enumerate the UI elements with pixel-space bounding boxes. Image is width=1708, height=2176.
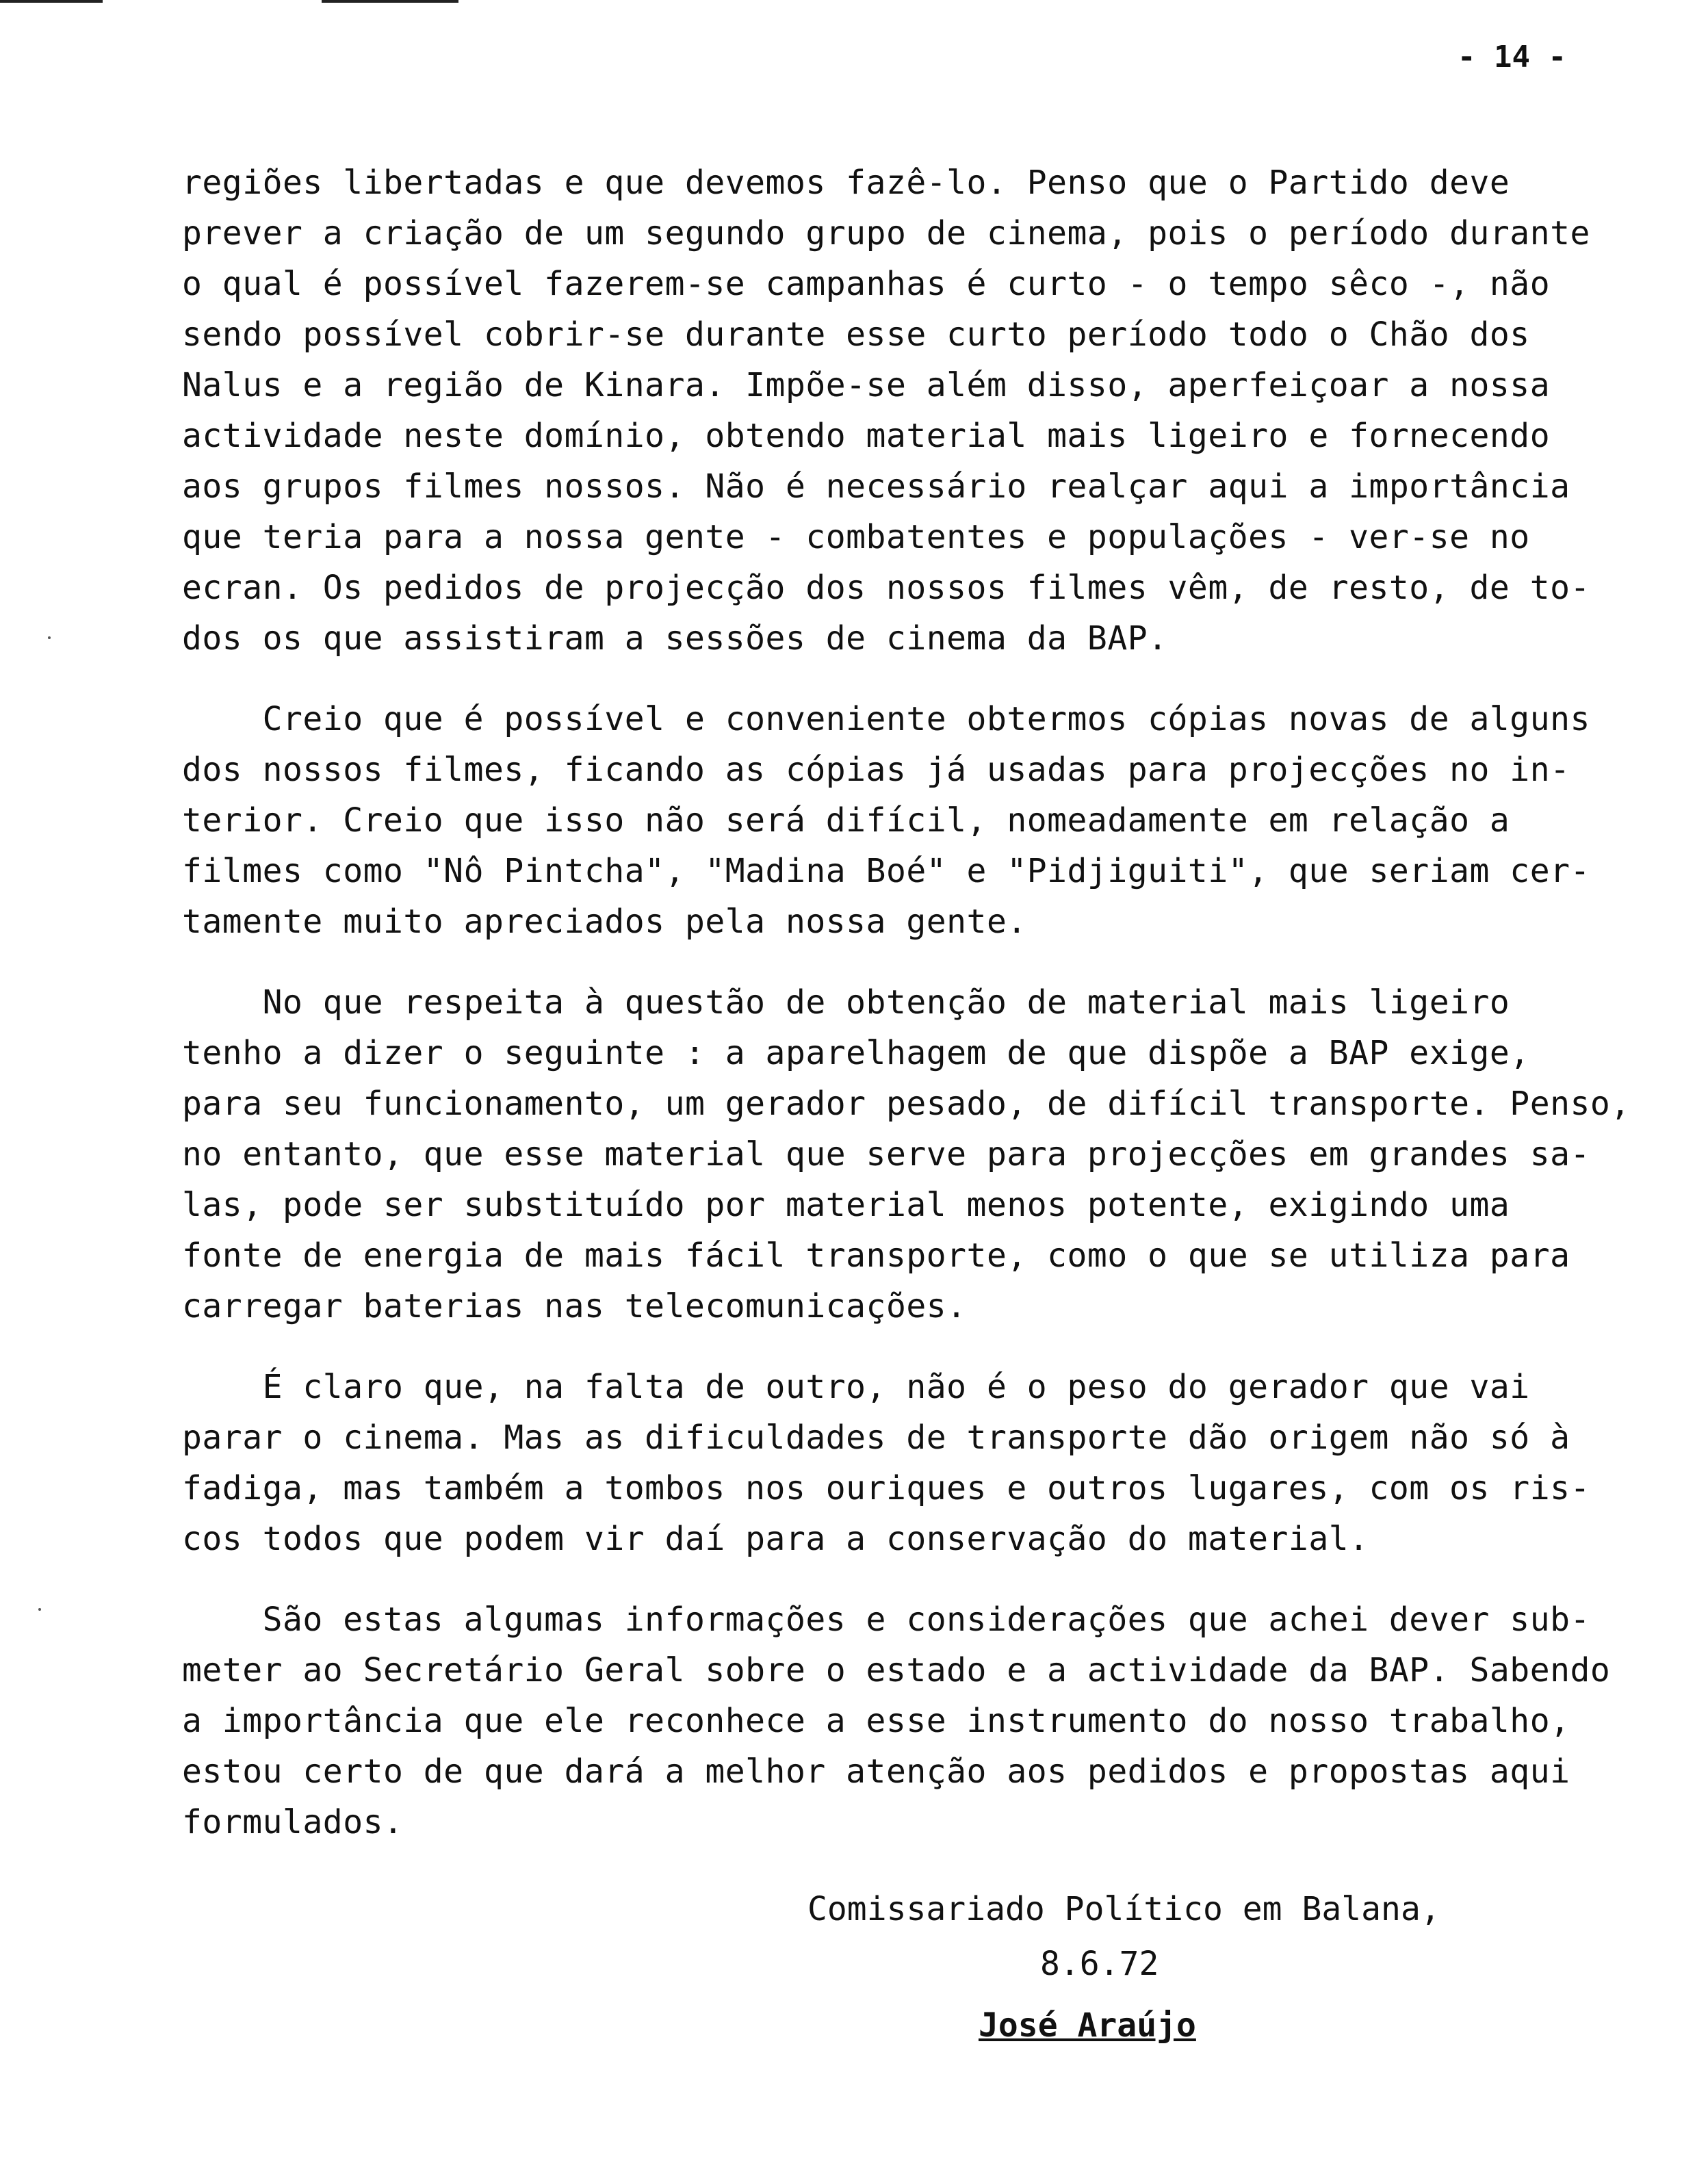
text-line: para seu funcionamento, um gerador pesado, de difícil transporte. Penso, <box>182 1085 1631 1123</box>
paragraph-3 <box>182 977 1674 1332</box>
text-line: Creio que é possível e conveniente obtermos cópias novas de alguns <box>182 700 1590 738</box>
text-line: que teria para a nossa gente - combatentes e populações - ver-se no <box>182 518 1530 556</box>
paragraph-4 <box>182 1362 1674 1564</box>
top-edge-rule <box>322 0 458 3</box>
text-line: filmes como "Nô Pintcha", "Madina Boé" e "Pidjiguiti", que seriam cer- <box>182 852 1590 890</box>
text-line: É claro que, na falta de outro, não é o peso do gerador que vai <box>182 1368 1530 1406</box>
scan-speck <box>38 1608 41 1611</box>
text-line: cos todos que podem vir daí para a conservação do material. <box>182 1520 1369 1558</box>
text-line: a importância que ele reconhece a esse instrumento do nosso trabalho, <box>182 1702 1570 1740</box>
text-line: regiões libertadas e que devemos fazê-lo. Penso que o Partido deve <box>182 164 1510 202</box>
text-line: No que respeita à questão de obtenção de material mais ligeiro <box>182 983 1510 1022</box>
text-line: o qual é possível fazerem-se campanhas é curto - o tempo sêco -, não <box>182 265 1551 303</box>
text-line: ecran. Os pedidos de projecção dos nossos filmes vêm, de resto, de to- <box>182 569 1590 607</box>
paragraph-1 <box>182 157 1674 664</box>
paragraph-2 <box>182 694 1674 947</box>
closing-place: Comissariado Político em Balana, <box>807 1890 1440 1928</box>
page-number: - 14 - <box>1458 40 1566 75</box>
letter-body <box>182 157 1674 1878</box>
scan-speck <box>48 636 51 639</box>
text-line: formulados. <box>182 1803 404 1841</box>
text-line: carregar baterias nas telecomunicações. <box>182 1287 967 1325</box>
signature-name: José Araújo <box>979 2006 1196 2045</box>
top-edge-rule <box>0 0 103 3</box>
text-line: aos grupos filmes nossos. Não é necessário realçar aqui a importância <box>182 467 1570 506</box>
text-line: las, pode ser substituído por material menos potente, exigindo uma <box>182 1186 1510 1224</box>
text-line: fonte de energia de mais fácil transporte, como o que se utiliza para <box>182 1236 1570 1275</box>
text-line: fadiga, mas também a tombos nos ouriques e outros lugares, com os ris- <box>182 1469 1590 1507</box>
text-line: São estas algumas informações e considerações que achei dever sub- <box>182 1601 1590 1639</box>
closing-block <box>807 1882 1560 2053</box>
text-line: no entanto, que esse material que serve para projecções em grandes sa- <box>182 1135 1590 1174</box>
text-line: dos nossos filmes, ficando as cópias já usadas para projecções no in- <box>182 751 1570 789</box>
text-line: Nalus e a região de Kinara. Impõe-se além disso, aperfeiçoar a nossa <box>182 366 1551 404</box>
text-line: prever a criação de um segundo grupo de cinema, pois o período durante <box>182 214 1590 252</box>
paragraph-5 <box>182 1594 1674 1848</box>
text-line: tamente muito apreciados pela nossa gente. <box>182 903 1027 941</box>
text-line: estou certo de que dará a melhor atenção aos pedidos e propostas aqui <box>182 1752 1570 1791</box>
text-line: meter ao Secretário Geral sobre o estado e a actividade da BAP. Sabendo <box>182 1651 1611 1689</box>
closing-date: 8.6.72 <box>1040 1945 1159 1983</box>
text-line: tenho a dizer o seguinte : a aparelhagem de que dispõe a BAP exige, <box>182 1034 1530 1072</box>
text-line: terior. Creio que isso não será difícil, nomeadamente em relação a <box>182 801 1510 840</box>
text-line: parar o cinema. Mas as dificuldades de transporte dão origem não só à <box>182 1419 1570 1457</box>
text-line: dos os que assistiram a sessões de cinema da BAP. <box>182 619 1168 658</box>
text-line: actividade neste domínio, obtendo material mais ligeiro e fornecendo <box>182 417 1551 455</box>
text-line: sendo possível cobrir-se durante esse curto período todo o Chão dos <box>182 315 1530 354</box>
